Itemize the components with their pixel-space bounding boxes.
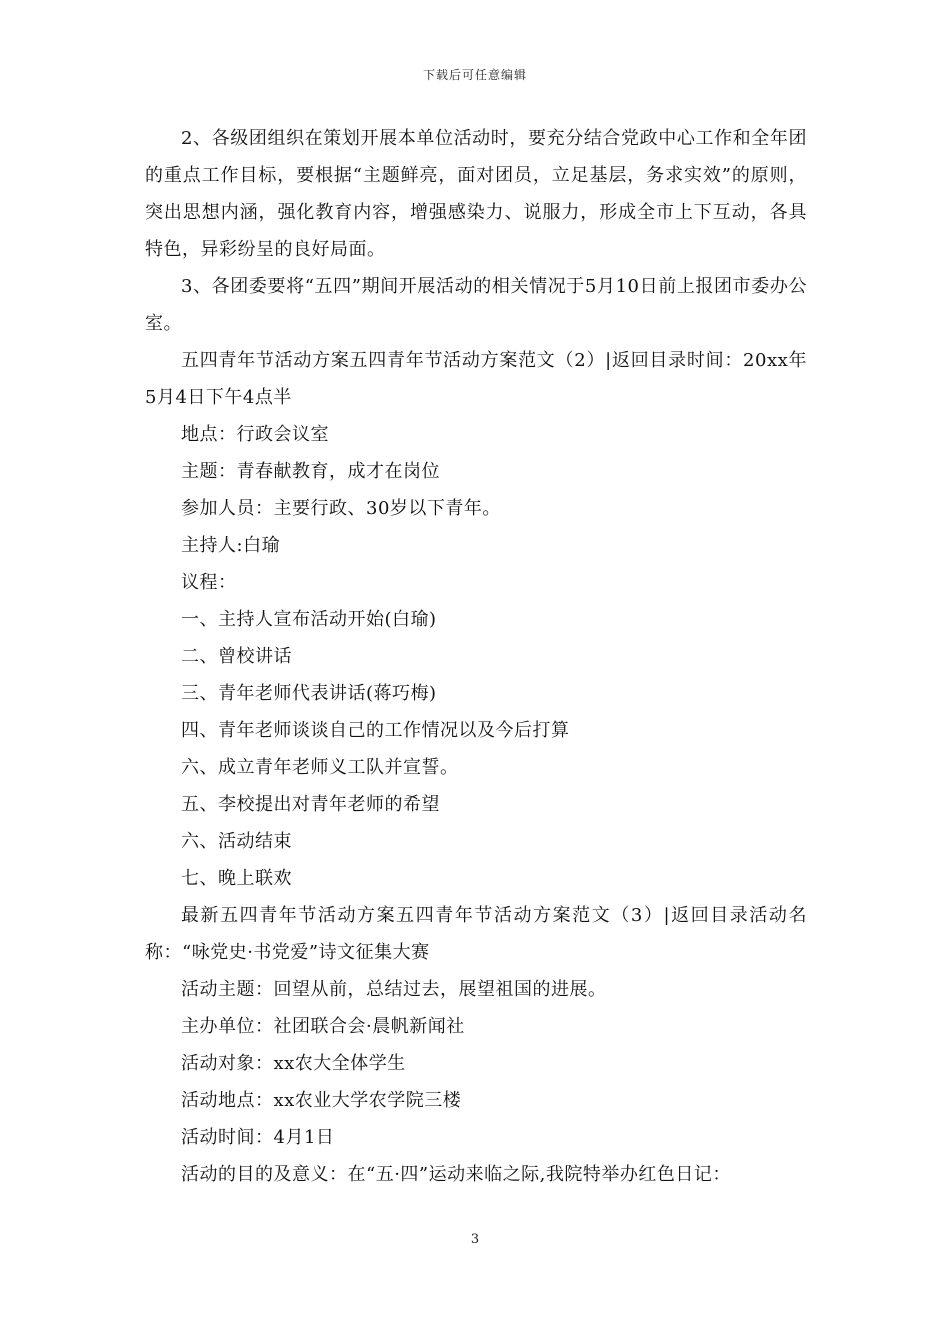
paragraph: 参加人员：主要行政、30岁以下青年。 [181,498,501,519]
agenda-item: 七、晚上联欢 [181,868,292,889]
paragraph: 五四青年节活动方案五四青年节活动方案范文（2）|返回目录时间：20xx年5月4日下午4点半 [145,350,807,408]
agenda-item: 六、成立青年老师义工队并宣誓。 [181,757,459,778]
paragraph: 活动的目的及意义：在“五·四”运动来临之际,我院特举办红色日记： [181,1164,731,1185]
document-body [145,120,807,1193]
paragraph: 活动主题：回望从前，总结过去，展望祖国的进展。 [181,979,607,1000]
paragraph: 活动地点：xx农业大学农学院三楼 [181,1090,462,1111]
paragraph: 3、各团委要将“五四”期间开展活动的相关情况于5月10日前上报团市委办公室。 [145,276,807,334]
agenda-item: 五、李校提出对青年老师的希望 [181,794,440,815]
paragraph: 议程： [181,572,237,593]
paragraph: 主持人:白瑜 [181,535,281,556]
paragraph: 主题：青春献教育，成才在岗位 [181,461,440,482]
page-header: 下载后可任意编辑 [422,68,527,82]
agenda-item: 六、活动结束 [181,831,292,852]
paragraph: 2、各级团组织在策划开展本单位活动时，要充分结合党政中心工作和全年团的重点工作目标，要根据“主题鲜亮，面对团员，立足基层，务求实效”的原则，突出思想内涵，强化教育内容，增强感染力、说服力，形成全市上下互动，各具特色，异彩纷呈的良好局面。 [145,128,807,260]
agenda-item: 二、曾校讲话 [181,646,292,667]
page-number: 3 [470,1232,480,1247]
paragraph: 最新五四青年节活动方案五四青年节活动方案范文（3）|返回目录活动名称：“咏党史·书党爱”诗文征集大赛 [145,905,807,963]
paragraph: 活动时间：4月1日 [181,1127,335,1148]
agenda-item: 四、青年老师谈谈自己的工作情况以及今后打算 [181,720,570,741]
agenda-item: 三、青年老师代表讲话(蒋巧梅) [181,683,437,704]
paragraph: 主办单位：社团联合会·晨帆新闻社 [181,1016,465,1037]
paragraph: 活动对象：xx农大全体学生 [181,1053,406,1074]
paragraph: 地点：行政会议室 [181,424,329,445]
agenda-item: 一、主持人宣布活动开始(白瑜) [181,609,437,630]
